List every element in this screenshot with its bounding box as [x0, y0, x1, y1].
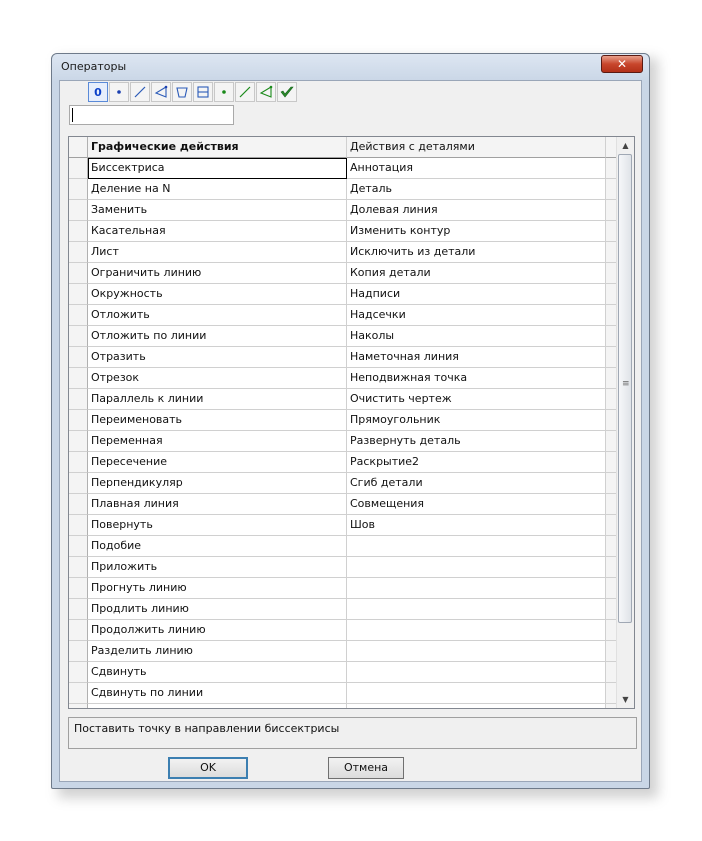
- row-indicator[interactable]: [69, 515, 88, 536]
- detail-action-cell[interactable]: [347, 704, 606, 709]
- row-indicator[interactable]: [69, 305, 88, 326]
- table-row[interactable]: [69, 473, 617, 494]
- detail-action-cell[interactable]: Раскрытие2: [347, 452, 606, 473]
- row-indicator[interactable]: [69, 620, 88, 641]
- table-row[interactable]: [69, 431, 617, 452]
- trapezoid-button[interactable]: [172, 82, 192, 102]
- table-row[interactable]: [69, 179, 617, 200]
- row-indicator[interactable]: [69, 158, 88, 179]
- graphic-action-cell[interactable]: Переменная: [88, 431, 347, 452]
- row-indicator[interactable]: [69, 368, 88, 389]
- detail-action-cell[interactable]: Прямоугольник: [347, 410, 606, 431]
- table-row[interactable]: [69, 368, 617, 389]
- table-row[interactable]: [69, 494, 617, 515]
- header-indicator: [69, 137, 88, 158]
- table-row[interactable]: [69, 452, 617, 473]
- table-row[interactable]: [69, 305, 617, 326]
- zero-icon: 0: [94, 85, 102, 99]
- window-title: Операторы: [61, 60, 127, 73]
- graphic-action-cell[interactable]: Отложить по линии: [88, 326, 347, 347]
- triangle-icon: [154, 85, 168, 99]
- title-bar[interactable]: [52, 54, 649, 80]
- row-indicator[interactable]: [69, 263, 88, 284]
- detail-action-cell[interactable]: Надписи: [347, 284, 606, 305]
- split-rectangle-button[interactable]: [193, 82, 213, 102]
- line-button[interactable]: [130, 82, 150, 102]
- graphic-action-cell[interactable]: Биссектриса: [88, 158, 347, 179]
- detail-action-cell[interactable]: [347, 599, 606, 620]
- table-row[interactable]: [69, 599, 617, 620]
- green-line-icon: [238, 85, 252, 99]
- green-triangle-button[interactable]: [256, 82, 276, 102]
- check-icon: [280, 85, 294, 99]
- row-indicator[interactable]: [69, 326, 88, 347]
- table-row[interactable]: [69, 662, 617, 683]
- green-point-icon: [217, 85, 231, 99]
- graphic-action-cell[interactable]: Деление на N: [88, 179, 347, 200]
- scroll-down-arrow[interactable]: ▼: [622, 695, 629, 704]
- grip-icon: ≡: [622, 379, 630, 389]
- graphic-action-cell[interactable]: Отложить: [88, 305, 347, 326]
- row-indicator[interactable]: [69, 536, 88, 557]
- detail-action-cell[interactable]: Очистить чертеж: [347, 389, 606, 410]
- row-indicator[interactable]: [69, 662, 88, 683]
- row-indicator[interactable]: [69, 683, 88, 704]
- graphic-action-cell[interactable]: Отразить: [88, 347, 347, 368]
- table-header: [69, 137, 617, 158]
- search-input[interactable]: [69, 105, 234, 125]
- column-header[interactable]: Действия с деталями: [347, 137, 606, 158]
- green-triangle-icon: [259, 85, 273, 99]
- table-row[interactable]: [69, 683, 617, 704]
- row-indicator[interactable]: [69, 431, 88, 452]
- table-row[interactable]: [69, 641, 617, 662]
- table-row[interactable]: [69, 326, 617, 347]
- operators-dialog: [51, 53, 650, 789]
- trapezoid-icon: [175, 85, 189, 99]
- table-row[interactable]: [69, 284, 617, 305]
- green-point-button[interactable]: [214, 82, 234, 102]
- table-row[interactable]: [69, 347, 617, 368]
- row-indicator[interactable]: [69, 284, 88, 305]
- graphic-action-cell[interactable]: Лист: [88, 242, 347, 263]
- row-indicator[interactable]: [69, 578, 88, 599]
- graphic-action-cell[interactable]: Пересечение: [88, 452, 347, 473]
- detail-action-cell[interactable]: Долевая линия: [347, 200, 606, 221]
- row-indicator[interactable]: [69, 347, 88, 368]
- table-row[interactable]: [69, 389, 617, 410]
- graphic-action-cell[interactable]: Окружность: [88, 284, 347, 305]
- table-row[interactable]: [69, 557, 617, 578]
- table-row[interactable]: [69, 242, 617, 263]
- vertical-scrollbar[interactable]: [616, 137, 634, 708]
- graphic-action-cell[interactable]: Переименовать: [88, 410, 347, 431]
- detail-action-cell[interactable]: Неподвижная точка: [347, 368, 606, 389]
- row-indicator[interactable]: [69, 452, 88, 473]
- detail-action-cell[interactable]: [347, 620, 606, 641]
- column-header[interactable]: Графические действия: [88, 137, 347, 158]
- detail-action-cell[interactable]: Развернуть деталь: [347, 431, 606, 452]
- cancel-button[interactable]: Отмена: [328, 757, 404, 779]
- close-button[interactable]: ✕: [601, 55, 643, 73]
- graphic-action-cell[interactable]: Продлить линию: [88, 599, 347, 620]
- graphic-action-cell[interactable]: Прогнуть линию: [88, 578, 347, 599]
- dialog-client-area: [59, 80, 642, 782]
- row-indicator[interactable]: [69, 704, 88, 709]
- triangle-button[interactable]: [151, 82, 171, 102]
- text-cursor: [72, 108, 73, 122]
- table-row[interactable]: [69, 704, 617, 709]
- detail-action-cell[interactable]: [347, 683, 606, 704]
- graphic-action-cell[interactable]: Заменить: [88, 200, 347, 221]
- detail-action-cell[interactable]: [347, 557, 606, 578]
- graphic-action-cell[interactable]: Касательная: [88, 221, 347, 242]
- ok-button[interactable]: OK: [168, 757, 248, 779]
- detail-action-cell[interactable]: Шов: [347, 515, 606, 536]
- table-row[interactable]: [69, 158, 617, 179]
- row-indicator[interactable]: [69, 242, 88, 263]
- detail-action-cell[interactable]: Изменить контур: [347, 221, 606, 242]
- graphic-action-cell[interactable]: Отрезок: [88, 368, 347, 389]
- row-indicator[interactable]: [69, 557, 88, 578]
- table-row[interactable]: [69, 263, 617, 284]
- scroll-thumb[interactable]: [618, 154, 632, 623]
- graphic-action-cell[interactable]: Приложить: [88, 557, 347, 578]
- row-indicator[interactable]: [69, 599, 88, 620]
- row-indicator[interactable]: [69, 641, 88, 662]
- detail-action-cell[interactable]: Деталь: [347, 179, 606, 200]
- point-button[interactable]: [109, 82, 129, 102]
- graphic-action-cell[interactable]: Разделить линию: [88, 641, 347, 662]
- table-row[interactable]: [69, 536, 617, 557]
- row-indicator[interactable]: [69, 494, 88, 515]
- graphic-action-cell[interactable]: Сдвинуть: [88, 662, 347, 683]
- detail-action-cell[interactable]: [347, 662, 606, 683]
- detail-action-cell[interactable]: Наколы: [347, 326, 606, 347]
- zero-button[interactable]: [88, 82, 108, 102]
- table-row[interactable]: [69, 200, 617, 221]
- scroll-up-arrow[interactable]: ▲: [622, 141, 629, 150]
- detail-action-cell[interactable]: Совмещения: [347, 494, 606, 515]
- graphic-action-cell[interactable]: [88, 704, 347, 709]
- row-indicator[interactable]: [69, 473, 88, 494]
- detail-action-cell[interactable]: Сгиб детали: [347, 473, 606, 494]
- table-row[interactable]: [69, 221, 617, 242]
- detail-action-cell[interactable]: [347, 578, 606, 599]
- detail-action-cell[interactable]: [347, 641, 606, 662]
- table-row[interactable]: [69, 620, 617, 641]
- point-icon: [112, 85, 126, 99]
- graphic-action-cell[interactable]: Повернуть: [88, 515, 347, 536]
- row-indicator[interactable]: [69, 200, 88, 221]
- detail-action-cell[interactable]: Копия детали: [347, 263, 606, 284]
- graphic-action-cell[interactable]: Сдвинуть по линии: [88, 683, 347, 704]
- graphic-action-cell[interactable]: Подобие: [88, 536, 347, 557]
- table-row[interactable]: [69, 410, 617, 431]
- detail-action-cell[interactable]: Исключить из детали: [347, 242, 606, 263]
- detail-action-cell[interactable]: [347, 536, 606, 557]
- graphic-action-cell[interactable]: Ограничить линию: [88, 263, 347, 284]
- table-row[interactable]: [69, 515, 617, 536]
- row-indicator[interactable]: [69, 389, 88, 410]
- operators-table[interactable]: [68, 136, 635, 709]
- row-indicator[interactable]: [69, 179, 88, 200]
- green-line-button[interactable]: [235, 82, 255, 102]
- detail-action-cell[interactable]: Наметочная линия: [347, 347, 606, 368]
- toolbar: [88, 82, 297, 103]
- graphic-action-cell[interactable]: Перпендикуляр: [88, 473, 347, 494]
- check-button[interactable]: [277, 82, 297, 102]
- graphic-action-cell[interactable]: Параллель к линии: [88, 389, 347, 410]
- description-box: Поставить точку в направлении биссектрисы: [68, 717, 637, 749]
- graphic-action-cell[interactable]: Плавная линия: [88, 494, 347, 515]
- line-icon: [133, 85, 147, 99]
- row-indicator[interactable]: [69, 410, 88, 431]
- table-row[interactable]: [69, 578, 617, 599]
- row-indicator[interactable]: [69, 221, 88, 242]
- graphic-action-cell[interactable]: Продолжить линию: [88, 620, 347, 641]
- detail-action-cell[interactable]: Надсечки: [347, 305, 606, 326]
- split-rectangle-icon: [196, 85, 210, 99]
- detail-action-cell[interactable]: Аннотация: [347, 158, 606, 179]
